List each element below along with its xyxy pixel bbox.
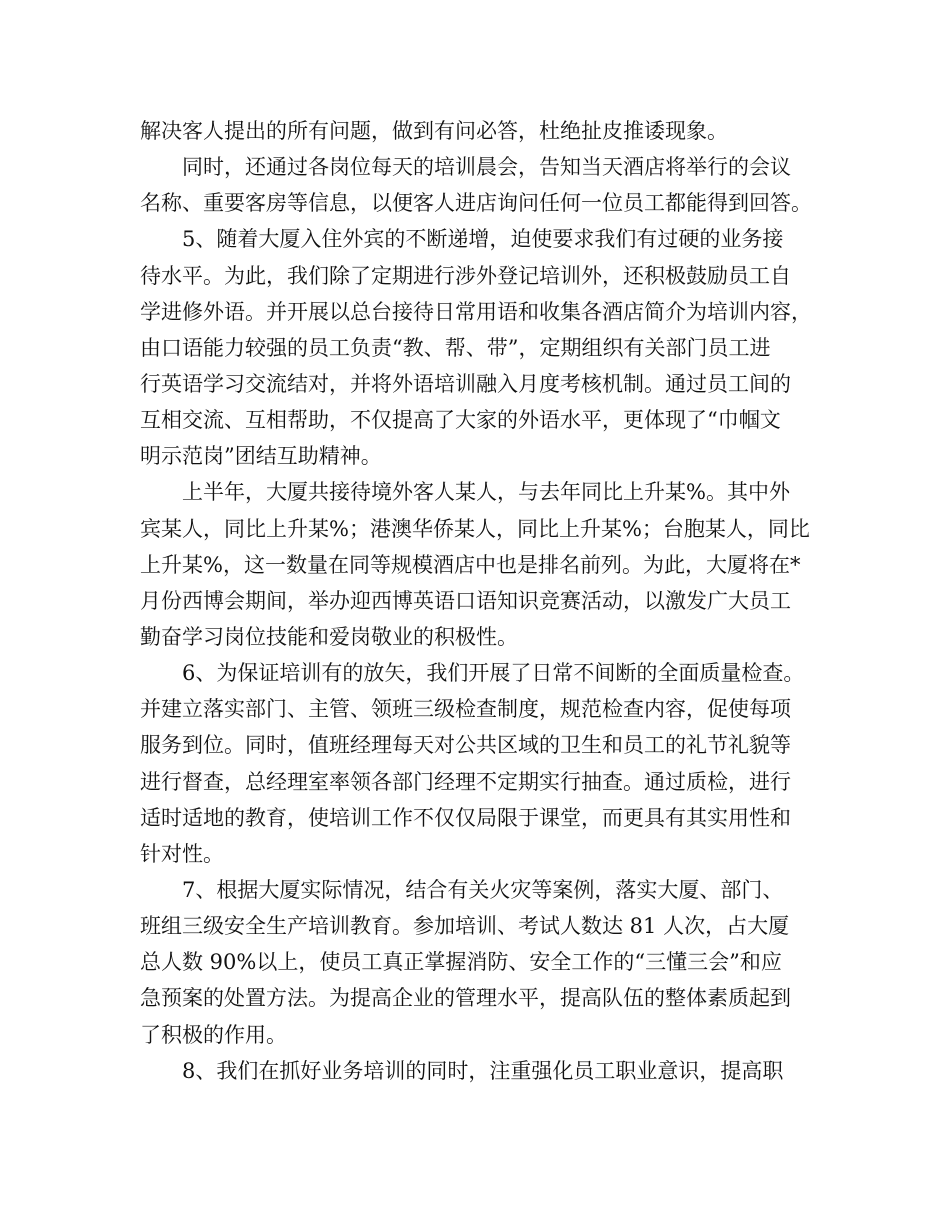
text-line: 适时适地的教育，使培训工作不仅仅局限于课堂，而更具有其实用性和 [140,805,791,830]
text-line: 了积极的作用。 [140,1022,287,1047]
paragraph-start-line: 同时，还通过各岗位每天的培训晨会，告知当天酒店将举行的会议 [182,155,791,180]
text-line: 行英语学习交流结对，并将外语培训融入月度考核机制。通过员工间的 [140,371,791,396]
paragraph-start-line: 上半年，大厦共接待境外客人某人，与去年同比上升某%。其中外 [182,480,790,505]
text-line: 由口语能力较强的员工负责“教、帮、带”，定期组织有关部门员工进 [140,335,771,360]
paragraph-start-line: 5、随着大厦入住外宾的不断递增，迫使要求我们有过硬的业务接 [182,227,784,252]
paragraph-start-line: 8、我们在抓好业务培训的同时，注重强化员工职业意识，提高职 [182,1058,784,1083]
text-line: 明示范岗”团结互助精神。 [140,444,382,469]
paragraph-start-line: 7、根据大厦实际情况，结合有关火灾等案例，落实大厦、部门、 [182,877,784,902]
text-line: 解决客人提出的所有问题，做到有问必答，杜绝扯皮推诿现象。 [140,119,728,143]
text-line: 急预案的处置方法。为提高企业的管理水平，提高队伍的整体素质起到 [140,986,791,1011]
document-body [140,113,820,1089]
paragraph-start-line: 6、为保证培训有的放矢，我们开展了日常不间断的全面质量检查。 [182,661,805,686]
text-line: 进行督查，总经理室率领各部门经理不定期实行抽查。通过质检，进行 [140,769,791,794]
text-line: 针对性。 [140,841,224,866]
text-line: 名称、重要客房等信息，以便客人进店询问任何一位员工都能得到回答。 [140,191,812,216]
text-line: 总人数 90%以上，使员工真正掌握消防、安全工作的“三懂三会”和应 [140,950,782,975]
text-line: 学进修外语。并开展以总台接待日常用语和收集各酒店简介为培训内容， [140,299,812,324]
text-line: 勤奋学习岗位技能和爱岗敬业的积极性。 [140,624,518,649]
text-line: 互相交流、互相帮助，不仅提高了大家的外语水平，更体现了“巾帼文 [140,408,781,433]
text-line: 待水平。为此，我们除了定期进行涉外登记培训外，还积极鼓励员工自 [140,263,791,288]
text-line: 月份西博会期间，举办迎西博英语口语知识竞赛活动，以激发广大员工 [140,588,791,613]
text-line: 服务到位。同时，值班经理每天对公共区域的卫生和员工的礼节礼貌等 [140,733,791,758]
text-line: 班组三级安全生产培训教育。参加培训、考试人数达 81 人次，占大厦 [140,914,790,939]
text-line: 宾某人，同比上升某%；港澳华侨某人，同比上升某%；台胞某人，同比 [140,516,810,541]
text-line: 并建立落实部门、主管、领班三级检查制度，规范检查内容，促使每项 [140,697,791,722]
text-line: 上升某%，这一数量在同等规模酒店中也是排名前列。为此，大厦将在* [140,552,801,577]
